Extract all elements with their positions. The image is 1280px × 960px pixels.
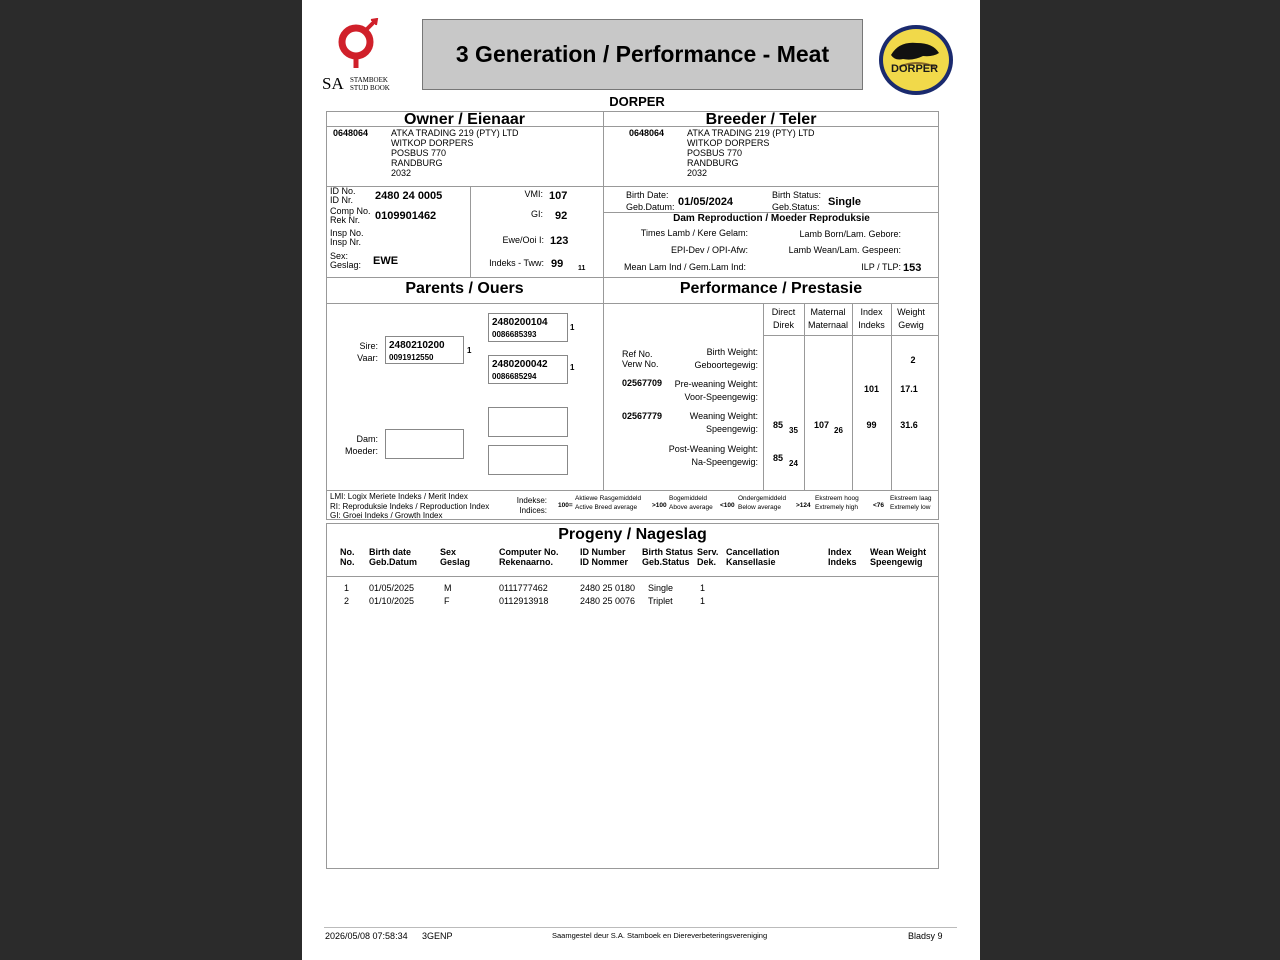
vmi-label: VMI: <box>524 189 543 199</box>
sire-sire-comp: 0086685393 <box>492 330 537 339</box>
footer-code: 3GENP <box>422 931 453 941</box>
cell-serv: 1 <box>700 596 706 606</box>
id-value: 2480 24 0005 <box>375 190 443 202</box>
ewe-value: 123 <box>550 235 569 247</box>
progeny-header-no <box>340 547 355 567</box>
perf-row-post <box>642 443 758 469</box>
lamb-wean-label: Lamb Wean/Lam. Gespeen: <box>788 245 901 255</box>
cell-sex: M <box>444 583 452 593</box>
progeny-header-serv <box>697 547 718 567</box>
perf-row-pre <box>642 378 758 404</box>
perf-post-direct: 85 <box>773 453 784 463</box>
cell-status: Triplet <box>648 596 673 606</box>
breeder-line: WITKOP DORPERS <box>687 138 770 148</box>
header-af: Speengewig <box>870 557 923 567</box>
id-label: ID No. <box>330 186 356 196</box>
col-direct: Direct <box>771 307 796 317</box>
perf-label-af: Voor-Speengewig: <box>684 392 758 402</box>
header-af: No. <box>340 557 355 567</box>
legend-gi: GI: Groei Indeks / Growth Index <box>330 511 443 520</box>
ref-label-af: Verw No. <box>622 359 659 369</box>
legend-item-en: Above average <box>669 503 713 511</box>
header-af: Geslag <box>440 557 471 567</box>
header-af: ID Nommer <box>580 557 629 567</box>
lamb-born-label: Lamb Born/Lam. Gebore: <box>799 229 901 239</box>
perf-birth-weight: 2 <box>910 355 916 365</box>
perf-label-af: Speengewig: <box>705 424 758 434</box>
legend-item-af: Bogemiddeld <box>669 495 707 502</box>
footer-page: Bladsy 9 <box>908 931 943 941</box>
col-weight: Weight <box>897 307 925 317</box>
dam-label-af: Moeder: <box>344 446 378 456</box>
progeny-box <box>326 523 939 869</box>
owner-title: Owner / Eienaar <box>404 111 525 128</box>
report-page <box>302 0 980 960</box>
owner-line: WITKOP DORPERS <box>391 138 474 148</box>
dam-sire-box[interactable] <box>488 407 568 437</box>
dorper-logo-text: DORPER <box>891 63 939 75</box>
progeny-header-wean <box>870 547 926 567</box>
birth-date-label: Birth Date: <box>626 190 669 200</box>
progeny-title: Progeny / Nageslag <box>558 526 707 543</box>
legend-code: >100 <box>652 502 667 509</box>
birth-date-label-af: Geb.Datum: <box>626 202 675 212</box>
legend-item-en: Active Breed average <box>575 503 638 511</box>
ref-label: Ref No. <box>622 349 653 359</box>
sire-sire-count: 1 <box>570 323 575 332</box>
breeder-line: RANDBURG <box>687 158 739 168</box>
gi-label: GI: <box>530 209 543 219</box>
dorper-sheep-icon <box>877 23 955 97</box>
header-en: Sex <box>440 547 457 557</box>
sire-id: 2480210200 <box>389 340 445 351</box>
performance-title: Performance / Prestasie <box>679 280 863 297</box>
legend-item-af: Ondergemiddeld <box>738 495 787 502</box>
header-en: Cancellation <box>726 547 780 557</box>
cell-id: 2480 25 0076 <box>580 596 636 606</box>
owner-code: 0648064 <box>333 128 369 138</box>
header-en: Birth date <box>369 547 412 557</box>
logo-line1: STAMBOEK <box>350 76 388 84</box>
col-maternal: Maternal <box>810 307 846 317</box>
col-weight-af: Gewig <box>898 320 924 330</box>
cell-no: 2 <box>344 596 350 606</box>
birth-status-value: Single <box>828 196 862 208</box>
perf-label: Pre-weaning Weight: <box>674 379 758 389</box>
legend-item-en: Extremely low <box>890 503 931 511</box>
progeny-header-cancel <box>726 547 780 567</box>
owner-line: POSBUS 770 <box>391 148 447 158</box>
breeder-line: POSBUS 770 <box>687 148 743 158</box>
breeder-line: 2032 <box>687 168 708 178</box>
times-lamb-label: Times Lamb / Kere Gelam: <box>640 228 748 238</box>
comp-label: Comp No. <box>330 206 371 216</box>
col-index: Index <box>860 307 883 317</box>
sex-value: EWE <box>373 255 399 267</box>
comp-label-af: Rek Nr. <box>330 215 361 225</box>
sa-studbook-logo <box>322 18 402 94</box>
birth-status-label: Birth Status: <box>772 190 822 200</box>
legend-code: 100= <box>558 502 573 509</box>
cell-no: 1 <box>344 583 350 593</box>
logo-sa: SA <box>322 74 344 93</box>
legend-code: <100 <box>720 502 735 509</box>
header-en: Computer No. <box>499 547 559 557</box>
dam-label: Dam: <box>356 434 378 444</box>
owner-address <box>391 128 519 178</box>
logo-line2: STUD BOOK <box>350 84 390 92</box>
col-direct-af: Direk <box>772 320 794 330</box>
header-en: Index <box>828 547 852 557</box>
gi-value: 92 <box>555 210 568 222</box>
breeder-title: Breeder / Teler <box>705 111 817 128</box>
sire-dam-count: 1 <box>570 363 575 372</box>
sire-comp: 0091912550 <box>389 353 434 362</box>
legend-item-af: Aktiewe Rasgemiddeld <box>575 495 642 502</box>
header-af: Dek. <box>697 557 717 567</box>
header-en: Serv. <box>697 547 719 557</box>
insp-label: Insp No. <box>330 228 364 238</box>
cell-comp: 0112913918 <box>499 596 549 606</box>
indeks-label: Indeks - Tww: <box>489 258 544 268</box>
legend-item-af: Ekstreem hoog <box>815 495 859 502</box>
progeny-header-id <box>580 547 628 567</box>
perf-wean-index: 99 <box>866 420 877 430</box>
progeny-header-status <box>642 547 693 567</box>
perf-row-birth <box>642 346 758 372</box>
breeder-address <box>687 128 815 178</box>
header-en: Wean Weight <box>870 547 927 557</box>
header-af: Geb.Status <box>642 557 690 567</box>
dorper-logo <box>877 23 955 97</box>
progeny-header-index <box>828 547 857 567</box>
cell-id: 2480 25 0180 <box>580 583 636 593</box>
indeks-value: 99 <box>551 258 564 270</box>
studbook-emblem-icon <box>322 18 402 68</box>
breeder-code: 0648064 <box>629 128 665 138</box>
comp-value: 0109901462 <box>375 210 437 222</box>
perf-wean-direct: 85 <box>773 420 784 430</box>
header-en: ID Number <box>580 547 626 557</box>
legend-item-en: Below average <box>738 503 781 511</box>
legend-ri: RI: Reproduksie Indeks / Reproduction Index <box>330 501 490 511</box>
epi-dev-label: EPI-Dev / OPI-Afw: <box>670 245 748 255</box>
sire-label-af: Vaar: <box>357 353 378 363</box>
legend-indekse: Indekse: <box>516 496 547 505</box>
perf-wean-ref: 02567779 <box>622 411 663 421</box>
report-title-box <box>422 19 863 90</box>
perf-pre-ref: 02567709 <box>622 378 663 388</box>
perf-post-direct-acc: 24 <box>789 459 798 468</box>
legend-code: <76 <box>873 502 885 509</box>
progeny-header-birthdate <box>369 547 417 567</box>
sire-dam-box[interactable] <box>488 355 568 384</box>
legend-indices: Indices: <box>519 505 547 515</box>
sire-count: 1 <box>467 346 472 355</box>
insp-label-af: Insp Nr. <box>330 237 362 247</box>
perf-pre-weight: 17.1 <box>900 384 918 394</box>
legend-item-en: Extremely high <box>815 503 858 511</box>
header-af: Rekenaarno. <box>499 557 554 567</box>
cell-serv: 1 <box>700 583 706 593</box>
perf-label: Weaning Weight: <box>689 411 758 421</box>
owner-line: ATKA TRADING 219 (PTY) LTD <box>391 128 519 138</box>
legend-item-af: Ekstreem laag <box>890 495 932 502</box>
sire-sire-box[interactable] <box>488 313 568 342</box>
ilp-value: 153 <box>903 262 922 274</box>
perf-pre-index: 101 <box>863 384 880 394</box>
footer-compiled: Saamgestel deur S.A. Stamboek en Diereverbeteringsvereniging <box>552 931 768 940</box>
header-af: Geb.Datum <box>369 557 418 567</box>
col-index-af: Indeks <box>858 320 885 330</box>
header-en: Birth Status <box>642 547 694 557</box>
perf-row-wean <box>642 410 758 436</box>
mean-lamb-label: Mean Lam Ind / Gem.Lam Ind: <box>624 262 747 272</box>
owner-line: 2032 <box>391 168 412 178</box>
sire-dam-comp: 0086685294 <box>492 372 537 381</box>
perf-wean-maternal-acc: 26 <box>834 426 843 435</box>
ilp-label: ILP / TLP: <box>861 262 901 272</box>
report-title: 3 Generation / Performance - Meat <box>455 41 830 67</box>
cell-sex: F <box>444 596 450 606</box>
breed-label: DORPER <box>609 94 665 109</box>
legend-code: >124 <box>796 502 811 509</box>
cell-comp: 0111777462 <box>499 583 548 593</box>
perf-label: Birth Weight: <box>706 347 758 357</box>
id-label-af: ID Nr. <box>330 195 354 205</box>
perf-wean-weight: 31.6 <box>900 420 918 430</box>
dam-box[interactable] <box>385 429 464 459</box>
breeder-line: ATKA TRADING 219 (PTY) LTD <box>687 128 815 138</box>
birth-date-value: 01/05/2024 <box>678 196 734 208</box>
dam-repro-title: Dam Reproduction / Moeder Reproduksie <box>673 213 870 224</box>
perf-label-af: Geboortegewig: <box>694 360 758 370</box>
cell-birthdate: 01/10/2025 <box>369 596 415 606</box>
sire-label: Sire: <box>359 341 378 351</box>
table-row[interactable] <box>302 583 980 595</box>
perf-wean-direct-acc: 35 <box>789 426 798 435</box>
indeks-sub: 11 <box>578 265 586 272</box>
sex-label-af: Geslag: <box>330 260 362 270</box>
footer-datetime: 2026/05/08 07:58:34 <box>325 931 408 941</box>
col-maternal-af: Maternaal <box>807 320 849 330</box>
sex-label: Sex: <box>330 251 349 261</box>
legend-lmi: LMI: Logix Meriete Indeks / Merit Index <box>330 492 468 501</box>
header-af: Kansellasie <box>726 557 776 567</box>
header-af: Indeks <box>828 557 857 567</box>
sire-sire-id: 2480200104 <box>492 317 548 328</box>
perf-label: Post-Weaning Weight: <box>668 444 758 454</box>
header-en: No. <box>340 547 355 557</box>
birth-status-label-af: Geb.Status: <box>772 202 820 212</box>
perf-label-af: Na-Speengewig: <box>691 457 758 467</box>
sire-dam-id: 2480200042 <box>492 359 548 370</box>
dam-dam-box[interactable] <box>488 445 568 475</box>
parents-title: Parents / Ouers <box>405 280 524 297</box>
cell-status: Single <box>648 583 674 593</box>
progeny-header-sex <box>440 547 470 567</box>
table-row[interactable] <box>302 596 980 608</box>
sire-box[interactable] <box>385 336 464 364</box>
ewe-label: Ewe/Ooi I: <box>502 235 544 245</box>
cell-birthdate: 01/05/2025 <box>369 583 415 593</box>
owner-line: RANDBURG <box>391 158 443 168</box>
progeny-header-comp <box>499 547 559 567</box>
perf-wean-maternal: 107 <box>814 420 830 430</box>
vmi-value: 107 <box>549 190 568 202</box>
